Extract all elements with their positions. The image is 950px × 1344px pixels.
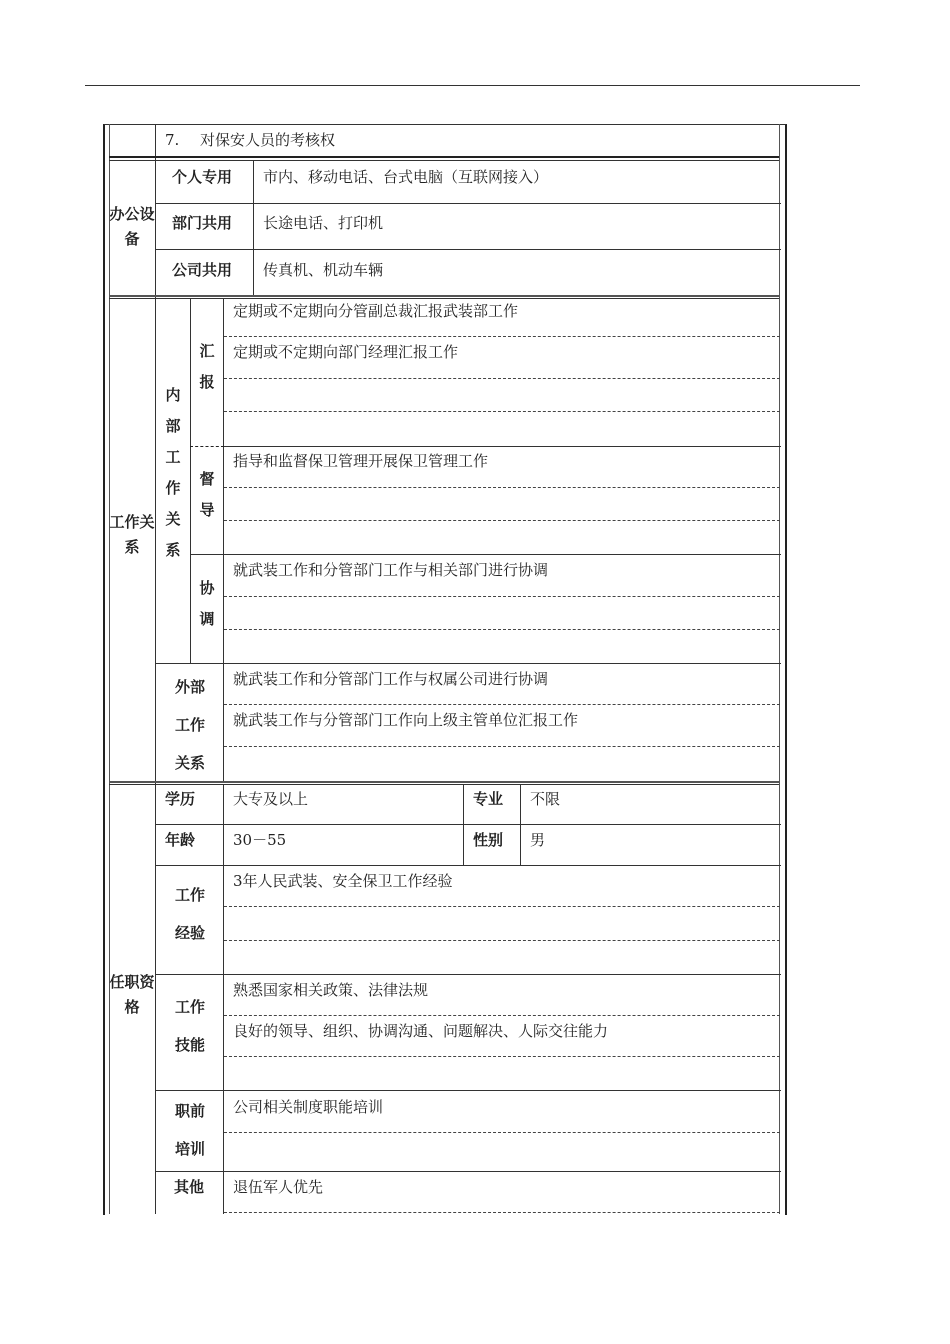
experience-label: 工作 经验 <box>174 886 205 942</box>
supervise-label: 督导 <box>199 470 215 519</box>
office-section-label: 办公设备 <box>109 205 155 248</box>
office-row-personal-value: 市内、移动电话、台式电脑（互联网接入） <box>263 168 549 186</box>
edu-label: 学历 <box>165 790 196 808</box>
report-line-1: 定期或不定期向分管副总裁汇报武装部工作 <box>233 302 519 320</box>
report-label: 汇报 <box>199 342 215 391</box>
training-label: 职前 培训 <box>174 1102 205 1158</box>
experience-line-1: 3年人民武装、安全保卫工作经验 <box>233 872 453 890</box>
qual-section-label: 任职资格 <box>109 973 155 1016</box>
skills-line-2: 良好的领导、组织、协调沟通、问题解决、人际交往能力 <box>233 1022 609 1040</box>
other-label: 其他 <box>174 1178 205 1196</box>
external-line-1: 就武装工作和分管部门工作与权属公司进行协调 <box>233 670 549 688</box>
report-line-2: 定期或不定期向部门经理汇报工作 <box>233 343 459 361</box>
supervise-line-1: 指导和监督保卫管理开展保卫管理工作 <box>233 452 489 470</box>
coord-label: 协调 <box>199 579 215 628</box>
training-line-1: 公司相关制度职能培训 <box>233 1098 384 1116</box>
header-rule <box>85 85 860 86</box>
gender-label: 性别 <box>473 831 504 849</box>
office-row-company-label: 公司共用 <box>172 261 233 279</box>
office-row-dept-value: 长途电话、打印机 <box>263 214 384 232</box>
other-line-1: 退伍军人优先 <box>233 1178 324 1196</box>
coord-line-1: 就武装工作和分管部门工作与相关部门进行协调 <box>233 561 549 579</box>
top-row-number: 7. <box>165 131 180 149</box>
external-relations-label: 外部 工作 关系 <box>174 678 205 772</box>
skills-line-1: 熟悉国家相关政策、法律法规 <box>233 981 429 999</box>
internal-relations-label: 内部工作关系 <box>165 386 181 559</box>
major-label: 专业 <box>473 790 504 808</box>
office-row-dept-label: 部门共用 <box>172 214 233 232</box>
age-value: 30－55 <box>233 831 287 849</box>
office-row-company-value: 传真机、机动车辆 <box>263 261 384 279</box>
skills-label: 工作 技能 <box>174 998 205 1054</box>
office-row-personal-label: 个人专用 <box>172 168 233 186</box>
gender-value: 男 <box>530 831 546 849</box>
age-label: 年龄 <box>165 831 196 849</box>
work-section-label: 工作关系 <box>109 513 155 556</box>
top-row-text: 对保安人员的考核权 <box>200 131 336 149</box>
edu-value: 大专及以上 <box>233 790 309 808</box>
major-value: 不限 <box>530 790 561 808</box>
external-line-2: 就武装工作与分管部门工作向上级主管单位汇报工作 <box>233 711 579 729</box>
